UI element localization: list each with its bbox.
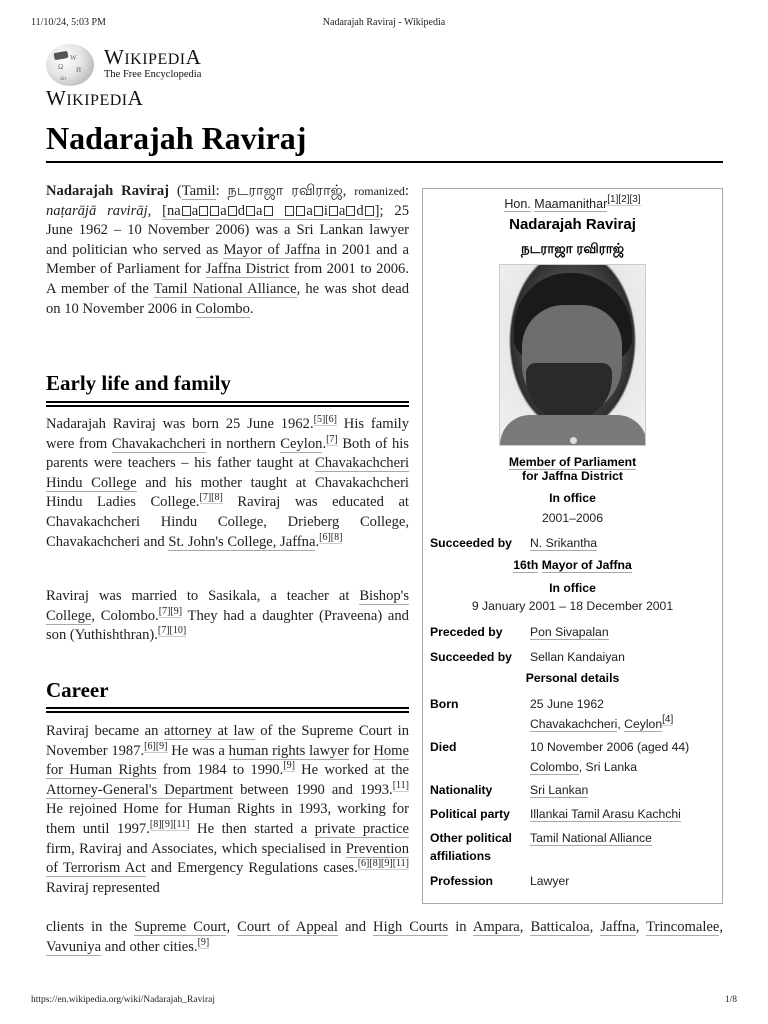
tamil-national-alliance-link[interactable]: Tamil National Alliance	[153, 280, 297, 297]
ceylon-link[interactable]: Ceylon	[280, 435, 323, 452]
citation[interactable]: [9]	[283, 760, 295, 772]
citation[interactable]: [9]	[197, 936, 210, 948]
infobox-honorifics	[423, 194, 722, 211]
office-2-term: 9 January 2001 – 18 December 2001	[471, 599, 674, 613]
title-divider	[46, 161, 723, 163]
chavakachcheri-hindu-college-link[interactable]: Chavakachcheri Hindu College	[46, 455, 409, 491]
court-of-appeal-link[interactable]: Court of Appeal	[237, 919, 338, 935]
st-johns-college-link[interactable]: St. John's College, Jaffna	[168, 533, 316, 550]
print-datetime: 11/10/24, 5:03 PM	[31, 17, 106, 28]
ordinal-link[interactable]: 16th	[513, 558, 539, 572]
print-doc-title: Nadarajah Raviraj - Wikipedia	[322, 17, 446, 28]
section-divider	[46, 401, 409, 407]
ceylon-infobox-link[interactable]: Ceylon	[624, 716, 663, 731]
citation[interactable]: [5][6]	[313, 414, 337, 425]
infobox-name: Nadarajah Raviraj	[509, 216, 636, 233]
citation[interactable]: [11]	[392, 779, 409, 791]
romanized-label[interactable]: romanized	[354, 184, 405, 198]
portrait-photo[interactable]	[499, 264, 646, 446]
citation[interactable]: [1][2][3]	[607, 194, 641, 205]
office-1-in-office-label: In office	[549, 491, 596, 505]
career-paragraph: Raviraj became an attorney at law of the Supreme Court in November 1987.[6][9] He was a human rights lawyer for Home for Human Rights from 1984 to 1990.[9] He worked at the Attorney-General's Department between 1990 and 1993.[11] He rejoined Home for Human Rights in 1993, working for them until 1997.[8][9][11] He then started a private practice firm, Raviraj and Associates, which specialised in Prevention of Terrorism Act and Emergency Regulations cases.[6][8][9][11] Raviraj represented	[46, 723, 410, 896]
office-2-in-office-label: In office	[549, 581, 596, 595]
wikipedia-globe-icon: W Ω И ள	[46, 44, 94, 86]
section-divider	[46, 707, 409, 713]
career-paragraph-continued: clients in the Supreme Court, Court of Appeal and High Courts in Ampara, Batticaloa, Jaffna, Trincomalee, Vavuniya and other cities.[9]	[46, 919, 723, 955]
office-1-term: 2001–2006	[541, 511, 603, 525]
office-2-title	[423, 558, 722, 572]
private-practice-link[interactable]: private practice	[314, 820, 409, 837]
citation[interactable]: [4]	[662, 713, 674, 725]
infobox-native-name: நடராஜா ரவிராஜ்	[520, 241, 625, 256]
sri-lankan-link[interactable]: Sri Lankan	[530, 783, 589, 797]
mayor-of-jaffna-link[interactable]: Mayor of Jaffna	[223, 241, 321, 258]
colombo-infobox-link[interactable]: Colombo	[530, 759, 579, 774]
supreme-court-link[interactable]: Supreme Court	[134, 919, 227, 935]
tamil-language-link[interactable]: Tamil	[181, 183, 216, 199]
citation[interactable]: [7][9]	[158, 605, 183, 617]
n-srikantha-link[interactable]: N. Srikantha	[530, 536, 598, 550]
personal-details-header: Personal details	[525, 671, 620, 685]
section-heading-career: Career	[46, 678, 109, 702]
jaffna-link[interactable]: Jaffna	[600, 919, 636, 935]
citation[interactable]: [6][9]	[144, 740, 168, 752]
human-rights-lawyer-link[interactable]: human rights lawyer	[228, 742, 349, 759]
bishops-college-link[interactable]: Bishop's College	[46, 588, 409, 624]
chavakachcheri-link[interactable]: Chavakachcheri	[111, 435, 206, 452]
subject-name: Nadarajah Raviraj	[46, 183, 169, 199]
batticaloa-link[interactable]: Batticaloa	[530, 919, 590, 935]
early-life-paragraph-1: Nadarajah Raviraj was born 25 June 1962.[5][6] His family were from Chavakachcheri in northern Ceylon.[7] Both of his parents were teachers – his father taught at Chavakachcheri Hindu College and his mother taught at Chavakachcheri Hindu Ladies College.[7][8] Raviraj was educated at Chavakachcheri Hindu College, Drieberg College, Chavakachcheri and St. John's College, Jaffna.[6][8]	[46, 414, 409, 550]
home-for-human-rights-link[interactable]: Home for Human Rights	[46, 742, 409, 779]
citation[interactable]: [7]	[326, 433, 338, 445]
wikipedia-wordmark-text: WIKIPEDIA	[46, 86, 144, 110]
ampara-link[interactable]: Ampara	[472, 919, 520, 935]
infobox: Hon. Maamanithar[1][2][3] Nadarajah Raviraj நடராஜா ரவிராஜ் Member of Parliament for Jaffna District In office 2001–2006 Succeeded by N. Srikantha 16th Mayor of Jaffna In office 9 January 2001 – 18 December 2001 Preceded by Pon Sivapalan Succeeded by Sellan Kandaiyan Personal details Born 25 June 1962 Chavakachcheri, Ceylon[4] Died 10 November 2006 (aged 44) Colombo, Sri Lanka Nationality Sri Lankan Political party Illankai Tamil Arasu Kachchi Other political affiliations Tamil National Alliance Profession Lawyer	[422, 188, 723, 904]
mayor-of-jaffna-infobox-link[interactable]: Mayor of Jaffna	[541, 558, 632, 572]
colombo-link[interactable]: Colombo	[195, 300, 250, 317]
maamanithar-link[interactable]: Maamanithar	[534, 197, 608, 211]
jaffna-district-link[interactable]: Jaffna District	[205, 261, 290, 278]
tna-infobox-link[interactable]: Tamil National Alliance	[530, 831, 652, 845]
high-courts-link[interactable]: High Courts	[373, 919, 449, 935]
pon-sivapalan-link[interactable]: Pon Sivapalan	[530, 625, 609, 639]
early-life-paragraph-2: Raviraj was married to Sasikala, a teacher at Bishop's College, Colombo.[7][9] They had a daughter (Praveena) and son (Yuthishthran).[7][10]	[46, 588, 409, 644]
citation[interactable]: [6][8][9][11]	[357, 858, 409, 870]
attorney-generals-department-link[interactable]: Attorney-General's Department	[46, 781, 234, 798]
itak-link[interactable]: Illankai Tamil Arasu Kachchi	[530, 807, 681, 821]
citation[interactable]: [7][10]	[157, 625, 187, 637]
trincomalee-link[interactable]: Trincomalee	[646, 919, 720, 935]
prevention-of-terrorism-act-link[interactable]: Prevention of Terrorism Act	[46, 840, 409, 877]
attorney-at-law-link[interactable]: attorney at law	[164, 723, 255, 739]
lead-paragraph: Nadarajah Raviraj (Tamil: நடராஜா ரவிராஜ், romanized: naṭarājā ravirāj, [na a a d a a i a d ]; 25 June 1962 – 10 November 2006) was a Sri Lankan lawyer and politician who served as Mayor of Jaffna in 2001 and a Member of Parliament for Jaffna District from 2001 to 2006. A member of the Tamil National Alliance, he was shot dead on 10 November 2006 in Colombo.	[46, 183, 410, 317]
vavuniya-link[interactable]: Vavuniya	[46, 938, 102, 955]
chavakachcheri-infobox-link[interactable]: Chavakachcheri	[530, 716, 618, 731]
wikipedia-wordmark: WIKIPEDIA	[104, 45, 202, 69]
citation[interactable]: [6][8]	[319, 531, 343, 543]
hon-link[interactable]: Hon.	[504, 197, 531, 211]
citation[interactable]: [7][8]	[199, 492, 223, 504]
citation[interactable]: [8][9][11]	[149, 818, 190, 830]
page-title: Nadarajah Raviraj	[46, 120, 307, 156]
page-url: https://en.wikipedia.org/wiki/Nadarajah_Raviraj	[31, 995, 215, 1005]
page-number: 1/8	[724, 995, 737, 1005]
wikipedia-logo[interactable]	[46, 44, 246, 110]
office-1-title: Member of Parliament for Jaffna District	[508, 455, 637, 483]
wikipedia-tagline: The Free Encyclopedia	[104, 69, 202, 80]
ipa-pronunciation-link[interactable]: [na a a d a a i a d ]	[162, 202, 380, 219]
section-heading-early-life: Early life and family	[46, 371, 231, 395]
